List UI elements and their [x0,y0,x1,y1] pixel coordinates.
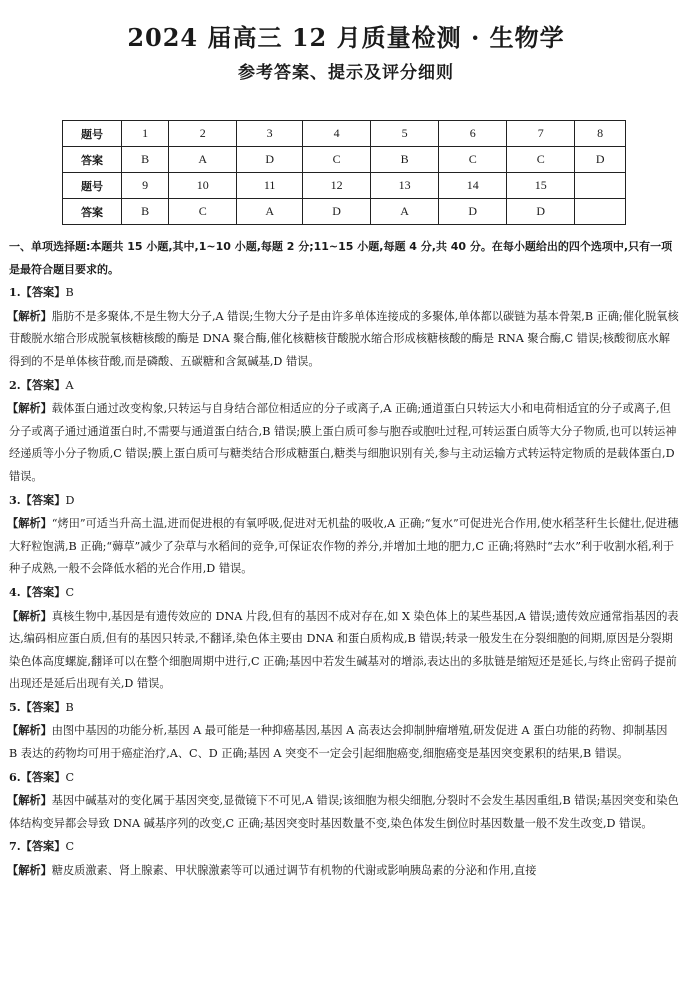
answer-cell: D [439,199,507,225]
explanation-text [9,719,679,765]
explanation-body: 载体蛋白通过改变构象,只转运与自身结合部位相适应的分子或离子,A 正确;通道蛋白只转运大小和电荷相适宜的分子或离子,但分子或离子通过通道蛋白时,不需要与通道蛋白结合,B 错误;膜上蛋白质可参与胞吞或胞吐过程,可转运蛋白质等大分子物质,也可以转运神经递质等小分子物质,C 错误;膜上蛋白质可与糖类结合形成糖蛋白,糖类与细胞识别有关,参与主动运输方式转运特定物质的是载体蛋白,D 错误。 [9,402,677,483]
answer-line [9,581,679,605]
answer-cell: A [371,199,439,225]
explanation-text [9,789,679,835]
question-item [9,281,679,373]
explanation-tag: 【解析】 [7,793,52,808]
answer-cell: A [169,147,237,173]
answer-line [9,374,679,398]
table-row-answers [63,199,626,225]
answer-cell: C [303,147,371,173]
question-number-cell: 12 [303,173,371,199]
question-number-cell: 13 [371,173,439,199]
answer-line [9,489,679,513]
question-number-cell: 15 [507,173,575,199]
answer-value: A [65,378,74,392]
answer-cell: D [507,199,575,225]
explanation-tag: 【解析】 [7,863,52,878]
question-item [9,835,679,882]
question-number-cell: 10 [169,173,237,199]
answer-cell: C [507,147,575,173]
answer-table [62,120,626,225]
explanation-body: “烤田”可适当升高土温,进而促进根的有氧呼吸,促进对无机盐的吸收,A 正确;“复水”可促进光合作用,使水稻茎秆生长健壮,促进穗大籽粒饱满,B 正确;“薅草”减少了杂草与水稻间的竞争,可保证农作物的养分,并增加土地的肥力,C 正确;将熟时“去水”利于收割水稻,利于种子成熟,一般不会降低水稻的光合作用,D 错误。 [9,517,679,576]
answer-cell: D [237,147,303,173]
question-number-cell: 6 [439,121,507,147]
answer-label: 4.【答案】 [9,584,66,599]
page-title: 2024 届高三 12 月质量检测 · 生物学 [127,23,565,52]
answer-value: C [65,585,74,599]
question-number-cell: 5 [371,121,439,147]
question-number-cell [575,173,626,199]
explanation-tag: 【解析】 [7,608,52,623]
question-item [9,489,679,581]
row-label-answer: 答案 [63,199,122,225]
table-row-numbers [63,121,626,147]
answer-label: 5.【答案】 [9,699,66,714]
question-number-cell: 1 [122,121,169,147]
table-row-numbers [63,173,626,199]
row-label-answer: 答案 [63,147,122,173]
question-number-cell: 9 [122,173,169,199]
explanation-body: 真核生物中,基因是有遗传效应的 DNA 片段,但有的基因不成对存在,如 X 染色体上的某些基因,A 错误;遗传效应通常指基因的表达,编码相应蛋白质,但有的基因只转录,不翻译,染色体主要由 DNA 和蛋白质构成,B 错误;转录一般发生在分裂细胞的间期,原因是分裂期染色体高度螺旋,翻译可以在整个细胞周期中进行,C 正确;基因中若发生碱基对的增添,表达出的多肽链是缩短还是延长,与终止密码子提前出现还是延后出现有关,D 错误。 [9,609,679,691]
answer-label: 3.【答案】 [9,492,66,507]
question-item [9,766,679,836]
answer-line [9,766,679,790]
explanation-tag: 【解析】 [7,723,52,738]
answer-value: B [65,286,74,300]
question-number-cell: 8 [575,121,626,147]
answer-line [9,835,679,859]
answer-cell: B [122,199,169,225]
question-number-cell: 3 [237,121,303,147]
explanation-body: 基因中碱基对的变化属于基因突变,显微镜下不可见,A 错误;该细胞为根尖细胞,分裂时不会发生基因重组,B 错误;基因突变和染色体结构变异都会导致 DNA 碱基序列的改变,C 正确;基因突变时基因数量不变,染色体发生倒位时基因数量一般不发生改变,D 错误。 [9,794,679,830]
question-number-cell: 14 [439,173,507,199]
question-number-cell: 11 [237,173,303,199]
answer-cell: C [169,199,237,225]
answer-cell: A [237,199,303,225]
table-row-answers [63,147,626,173]
answer-cell: C [439,147,507,173]
answer-cell: D [575,147,626,173]
answer-cell: B [371,147,439,173]
explanation-text [9,605,679,696]
answer-value: C [65,770,74,784]
section-heading: 一、单项选择题:本题共 15 小题,其中,1~10 小题,每题 2 分;11~15 小题,每题 4 分,共 40 分。在每小题给出的四个选项中,只有一项是最符合题目要求的。 [9,240,673,276]
answer-line [9,696,679,720]
answer-value: B [65,700,74,714]
document-body [9,236,679,883]
answer-cell: D [303,199,371,225]
answer-value: D [65,493,75,507]
answer-value: C [65,840,74,854]
explanation-tag: 【解析】 [7,516,52,531]
answer-cell [575,199,626,225]
answer-cell: B [122,147,169,173]
explanation-body: 糖皮质激素、肾上腺素、甲状腺激素等可以通过调节有机物的代谢或影响胰岛素的分泌和作用,直接 [51,864,537,878]
explanation-text [9,305,679,374]
question-number-cell: 4 [303,121,371,147]
explanation-text [9,512,679,581]
answer-label: 7.【答案】 [9,839,66,854]
explanation-body: 脂肪不是多聚体,不是生物大分子,A 错误;生物大分子是由许多单体连接成的多聚体,单体都以碳链为基本骨架,B 正确;催化脱氧核苷酸脱水缩合形成脱氧核糖核酸的酶是 DNA 聚合酶,催化核糖核苷酸脱水缩合形成核糖核酸的酶是 RNA 聚合酶,C 错误;核酸彻底水解得到的不是单体核苷酸,而是磷酸、五碳糖和含氮碱基,D 错误。 [9,309,679,368]
question-item [9,374,679,489]
answer-label: 6.【答案】 [9,769,66,784]
question-number-cell: 2 [169,121,237,147]
explanation-text [9,397,679,488]
page-subtitle: 参考答案、提示及评分细则 [238,63,454,83]
question-list [9,281,679,882]
row-label-number: 题号 [63,173,122,199]
answer-line [9,281,679,305]
question-number-cell: 7 [507,121,575,147]
explanation-text [9,859,679,883]
explanation-tag: 【解析】 [7,401,52,416]
answer-label: 2.【答案】 [9,377,66,392]
question-item [9,696,679,766]
row-label-number: 题号 [63,121,122,147]
answer-label: 1.【答案】 [9,285,66,300]
explanation-body: 由图中基因的功能分析,基因 A 最可能是一种抑癌基因,基因 A 高表达会抑制肿瘤增殖,研发促进 A 蛋白功能的药物、抑制基因 B 表达的药物均可用于癌症治疗,A、C、D 正确;基因 A 突变不一定会引起细胞癌变,细胞癌变是基因突变累积的结果,B 错误。 [9,724,668,761]
question-item [9,581,679,696]
explanation-tag: 【解析】 [7,308,52,323]
